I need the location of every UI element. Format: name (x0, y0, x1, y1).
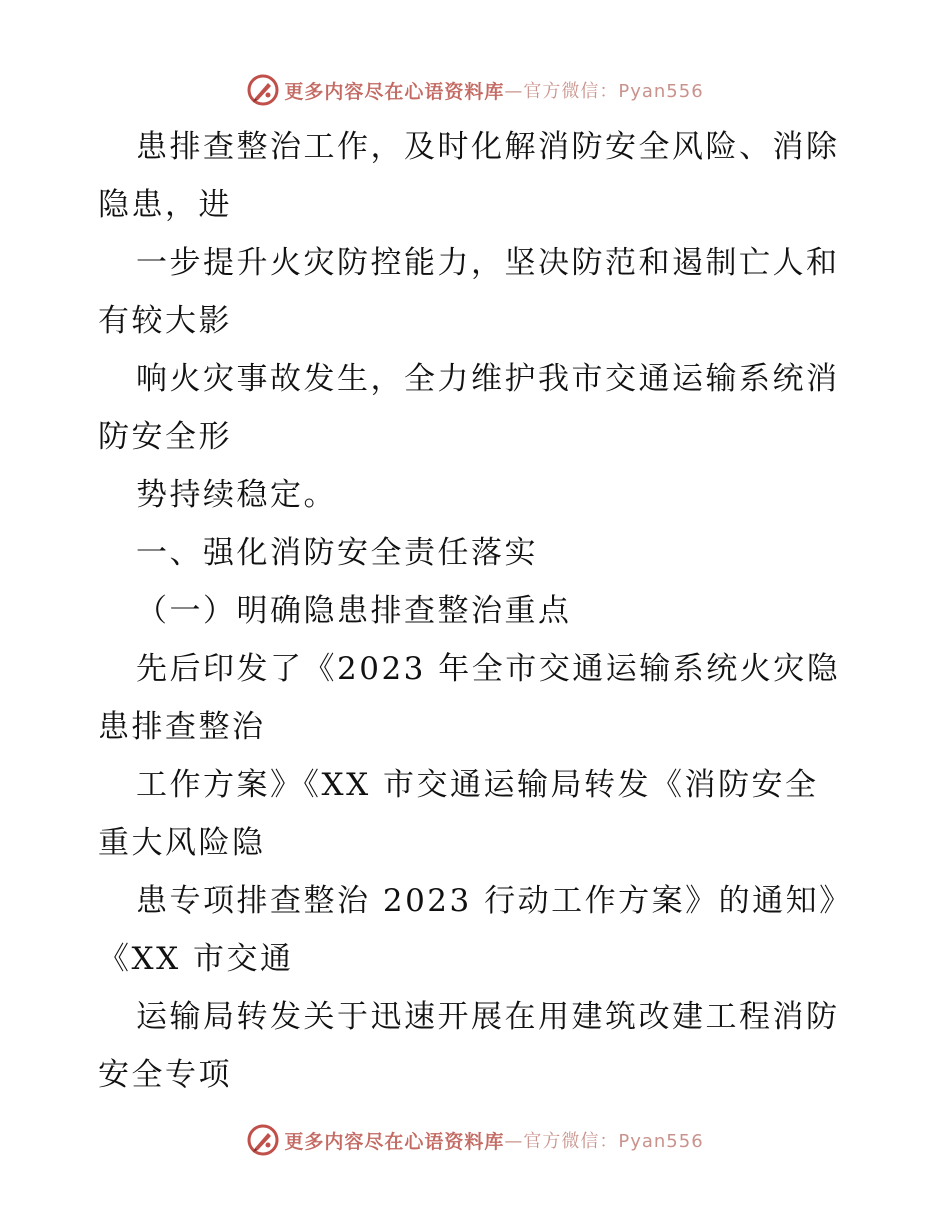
watermark-wechat-text: —官方微信：Pyan556 (504, 1131, 704, 1152)
watermark-brand-text: 更多内容尽在心语资料库 (284, 1130, 505, 1153)
body-line: 《XX 市交通 (98, 941, 294, 977)
body-line: 势持续稳定。 (136, 477, 337, 513)
body-line: 安全专项 (98, 1057, 232, 1093)
body-line: 运输局转发关于迅速开展在用建筑改建工程消防 (136, 999, 840, 1035)
body-line: 重大风险隐 (98, 825, 266, 861)
body-line: 一步提升火灾防控能力，坚决防范和遏制亡人和 (136, 245, 840, 281)
body-line: 工作方案》《XX 市交通运输局转发《消防安全 (136, 767, 819, 803)
watermark-brand-text: 更多内容尽在心语资料库 (284, 80, 505, 103)
body-line: 隐患，进 (98, 187, 232, 223)
body-line: 防安全形 (98, 419, 232, 455)
body-line: 患排查整治工作，及时化解消防安全风险、消除 (136, 129, 840, 165)
watermark-header (0, 70, 950, 110)
pen-logo-icon (246, 73, 280, 107)
body-line: 有较大影 (98, 303, 232, 339)
body-line: 先后印发了《2023 年全市交通运输系统火灾隐 (136, 651, 841, 687)
watermark-wechat-text: —官方微信：Pyan556 (504, 81, 704, 102)
body-line: 患专项排查整治 2023 行动工作方案》的通知》 (136, 883, 853, 919)
subsection-heading: （一）明确隐患排查整治重点 (136, 593, 572, 629)
body-line: 患排查整治 (98, 709, 266, 745)
watermark-footer (0, 1120, 950, 1160)
document-body (98, 118, 878, 1104)
pen-logo-icon (246, 1123, 280, 1157)
body-line: 响火灾事故发生，全力维护我市交通运输系统消 (136, 361, 840, 397)
section-heading: 一、强化消防安全责任落实 (136, 535, 538, 571)
